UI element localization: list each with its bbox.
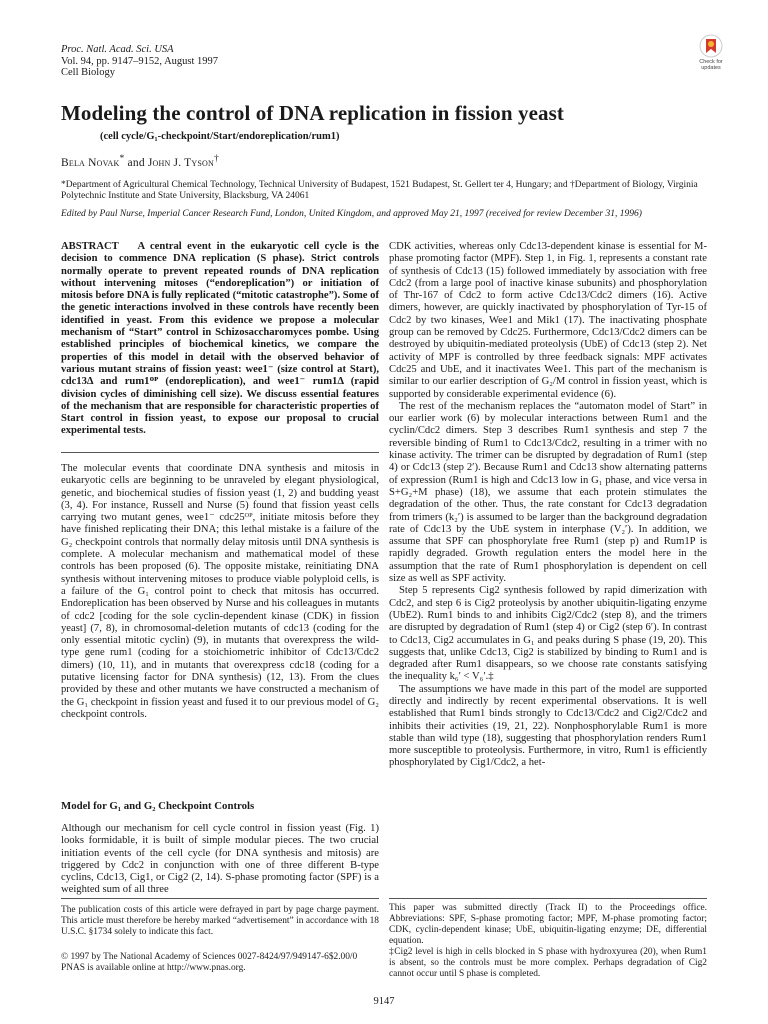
journal-name: Proc. Natl. Acad. Sci. USA: [61, 44, 174, 55]
check-for-updates-badge[interactable]: [693, 34, 729, 71]
abstract-divider: [61, 452, 379, 453]
author-novak[interactable]: Bela Novak: [61, 156, 120, 169]
author-mark-2: †: [213, 153, 219, 164]
intro-paragraph: The molecular events that coordinate DNA synthesis and mitosis in eukaryotic cells are beginning to be unraveled by elegant physiological, genetic, and biochemical studies of fission yeast (1, 2) and budding yeast (3, 4). For instance, Russell and Nurse (5) found that fission yeast cells carrying two mutant genes, wee1⁻ cdc25ᴼᴾ, initiate mitosis before they have finished replicating their DNA; this lethal mistake is a failure of the G₂ checkpoint controls that normally delay mitosis until DNA synthesis is complete. A molecular mechanism and mathematical model of these controls has been proposed (6). The opposite mistake, reinitiating DNA synthesis without intervening mitoses to produce viable polyploid cells, is a failure of the G₁ control point to check that mitosis has occurred. Endoreplication has been observed by Nurse and his colleagues in mutants of cdc2 [coding for the sole cyclin-dependent kinase (CDK) in fission yeast] (7, 8), in chromosomal-deletion mutants of cdc13 (coding for the only essential mitotic cyclin) (9), in mutants that overexpress the wild-type gene rum1 (coding for a stoichiometric inhibitor of Cdc13/Cdc2 dimers) (10, 11), and in mutants that overexpress cdc18 (coding for a putative licensing factor for DNA synthesis) (12, 13). From the clues provided by these and other mutants we have constructed a mechanism of the G₁ checkpoint in fission yeast and fused it to our previous model of G₂ checkpoint controls.: [61, 463, 379, 720]
journal-header: [61, 44, 218, 79]
right-paragraph-1: CDK activities, whereas only Cdc13-dependent kinase is essential for M-phase promoting factor (MPF). Step 1, in Fig. 1, represents a constant rate of synthesis of Cdc13 (15) followed immediately by association with free Cdc2 (from a large pool of inactive kinase subunits) and phosphorylation of Thr-167 of Cdc2 to form active Cdc13/Cdc2 dimers (16). Active dimers, however, are quickly inactivated by phosphorylation of Tyr-15 of Cdc2 by two kinases, Wee1 and Mik1 (17). The inactivating phosphate group can be removed by Cdc25. Furthermore, Cdc13/Cdc2 dimers can be destroyed by ubiquitin-mediated proteolysis (UbE) of Cdc13 (step 2). Net activity of MPF is controlled by three feedback signals: MPF activates Cdc25 and UbE, and it inactivates Wee1. This part of the mechanism is similar to our earlier description of G₂/M control in fission yeast, which is supported by considerable experimental evidence (6).: [389, 241, 707, 400]
section-label: Cell Biology: [61, 67, 115, 78]
volume-line: Vol. 94, pp. 9147–9152, August 1997: [61, 55, 219, 67]
author-tyson[interactable]: John J. Tyson: [147, 156, 214, 169]
abstract-label: ABSTRACT: [61, 241, 119, 252]
abstract-block: [61, 241, 379, 438]
pnas-online-line[interactable]: PNAS is available online at http://www.pnas.org.: [61, 963, 246, 973]
check-for-updates-icon: [699, 34, 723, 58]
publication-costs-note: The publication costs of this article were defrayed in part by page charge payment. This article must therefore be hereby marked “advertisement” in accordance with 18 U.S.C. §1734 solely to indicate this fact.: [61, 905, 379, 937]
right-paragraph-4: The assumptions we have made in this part of the model are supported directly and indirectly by recent experimental observations. It is well established that Rum1 binds strongly to Cdc13/Cdc2 and Cig2/Cdc2 and inhibits their activities (19, 21, 22). Nonphosphorylable Rum1 is more stable than wild type (18), suggesting that phosphorylation renders Rum1 more susceptible to proteolysis. Furthermore, in vitro, Rum1 is efficiently phosphorylated by Cig1/Cdc2, a het-: [389, 683, 707, 769]
abstract-text: A central event in the eukaryotic cell cycle is the decision to commence DNA replication (S phase). Strict controls normally operate to prevent repeated rounds of DNA replication without intervening mitoses (“endoreplication”) or initiation of mitosis before DNA is fully replicated (“mitotic catastrophe”). Some of the genetic interactions involved in these controls have recently been identified in yeast. From this evidence we propose a molecular mechanism of “Start” control in Schizosaccharomyces pombe. Using established principles of biochemical kinetics, we compare the properties of this model in detail with the observed behavior of various mutant strains of fission yeast: wee1⁻ (size control at Start), cdc13Δ and rum1ᴼᴾ (endoreplication), and wee1⁻ rum1Δ (rapid division cycles of diminishing cell size). We discuss essential features of the mechanism that are responsible for characteristic properties of Start control in fission yeast, to expose our proposal to crucial experimental tests.: [61, 241, 379, 437]
submission-note: This paper was submitted directly (Track II) to the Proceedings office. Abbreviations: SPF, S-phase promoting factor; MPF, M-phase promoting factor; CDK, cyclin-dependent kinase; UbE, ubiquitin-ligating enzyme; DE, differential equation.: [389, 903, 707, 946]
author-conjunction: and: [124, 156, 148, 169]
footnote-divider-right: [389, 898, 707, 899]
intro-paragraph-block: [61, 463, 379, 721]
right-paragraph-3: Step 5 represents Cig2 synthesis followed by rapid dimerization with Cdc2, and step 6 is Cig2 proteolysis by another ubiquitin-ligating enzyme (UbE2). Rum1 binds to and inhibits Cig2/Cdc2 (step 8), and the trimers are disrupted by degradation of Rum1 (step 4) or Cig2 (step 6′). In contrast to Cdc13, Cig2 accumulates in G₁ and peaks during S phase (19, 20). This suggests that, unlike Cdc13, Cig2 is stabilized by binding to Rum1 and is degraded after Rum1 disappears, so we choose rate constants satisfying the inequality k₆′ < V₆′.‡: [389, 585, 707, 683]
section-heading: Model for G₁ and G₂ Checkpoint Controls: [61, 800, 255, 812]
author-mark-1: *: [119, 153, 125, 164]
badge-line-1: Check for: [699, 59, 723, 65]
cig2-footnote: ‡Cig2 level is high in cells blocked in S phase with hydroxyurea (20), when Rum1 is absent, so the controls must be more complex. Perhaps degradation of Cig2 cannot occur until S phase is completed.: [389, 947, 707, 979]
copyright-line: © 1997 by The National Academy of Sciences 0027-8424/97/949147-6$2.00/0: [61, 952, 358, 962]
abstract: [61, 241, 379, 438]
page-number: 9147: [373, 996, 395, 1007]
article-title: Modeling the control of DNA replication in fission yeast: [61, 101, 564, 125]
section-paragraph: Although our mechanism for cell cycle control in fission yeast (Fig. 1) looks formidable, it is built of simple modular pieces. The two crucial initiation events of the cell cycle (for DNA synthesis and mitosis) are triggered by Cdc2 in conjunction with one of three different B-type cyclins, Cdc13, Cig1, or Cig2 (2, 14). S-phase promoting factor (SPF) is a weighted sum of all three: [61, 823, 379, 896]
badge-line-2: updates: [701, 65, 721, 71]
affiliation: *Department of Agricultural Chemical Technology, Technical University of Budapest, 1521 Budapest, St. Gellert ter 4, Hungary; and †Department of Biology, Virginia Polytechnic Institute and State University, Blacksburg, VA 24061: [61, 180, 698, 201]
keywords: (cell cycle/G₁-checkpoint/Start/endoreplication/rum1): [100, 131, 340, 142]
section-body-block: [61, 823, 379, 897]
copyright-note: [61, 952, 379, 974]
authors: [61, 153, 219, 169]
edited-by: Edited by Paul Nurse, Imperial Cancer Research Fund, London, United Kingdom, and approved May 21, 1997 (received for review December 31, 1996): [61, 209, 642, 219]
right-column: [389, 241, 707, 770]
right-paragraph-2: The rest of the mechanism replaces the “automaton model of Start” in our earlier work (6) by molecular interactions between Rum1 and the cyclin/Cdc2 dimers. Step 3 describes Rum1 synthesis and step 7 the reversible binding of Rum1 to Cdc13/Cdc2, resulting in a trimer with no kinase activity. The trimer can be disrupted by degradation of Rum1 (step 4) or Cdc13 (step 2′). Because Rum1 and Cdc13 show alternating patterns of expression (Rum1 is high and Cdc13 low in G₁ phase, and vice versa in S+G₂+M phase) (18), we assume that each protein stimulates the degradation of the other. Thus, the rate constant for Cdc13 degradation from trimers (k₂′) is assumed to be larger than the background degradation rate of Cdc13 by the UbE system in interphase (V₂′). In addition, we assume that SPF can phosphorylate free Rum1 (step p) and Rum1P is rapidly degraded. Growth regulation enters the model here in the assumption that the rate of Rum1 phosphorylation is dependent on cell size as well as SPF activity.: [389, 400, 707, 585]
footnote-divider-left: [61, 898, 379, 899]
